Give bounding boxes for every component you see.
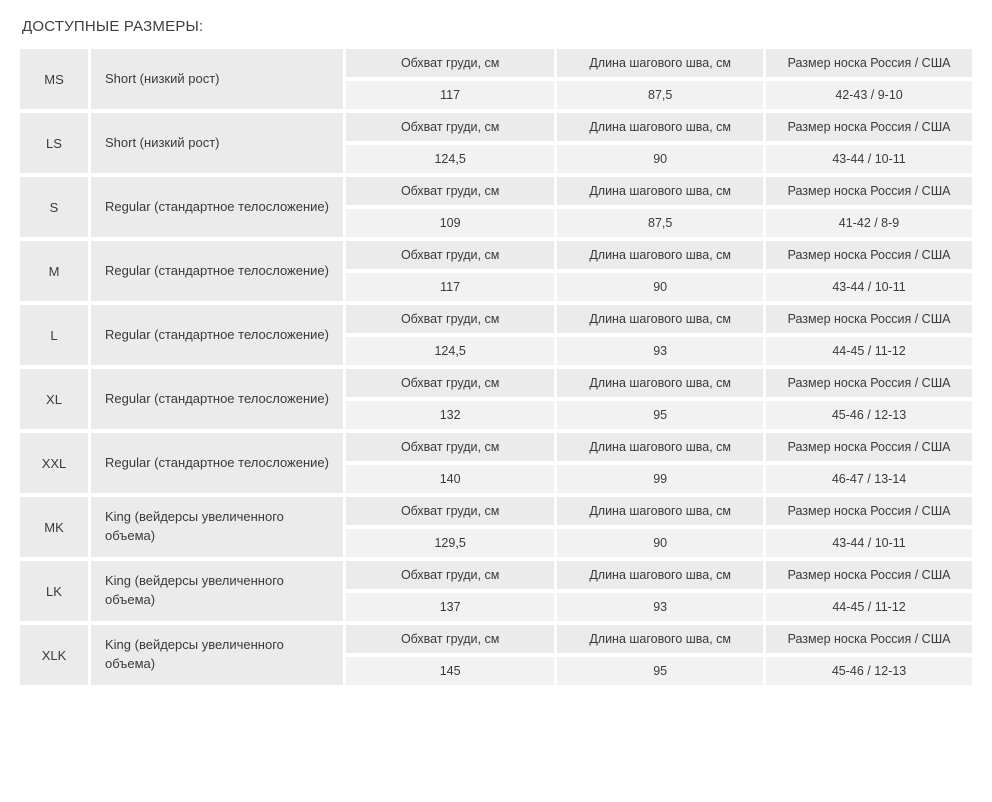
inseam-value: 87,5 — [556, 207, 765, 237]
inseam-header: Длина шагового шва, см — [556, 177, 765, 207]
measures-table — [346, 241, 972, 301]
size-code-cell: LS — [20, 111, 90, 175]
page-title: ДОСТУПНЫЕ РАЗМЕРЫ: — [22, 18, 204, 35]
size-fit-cell: King (вейдерсы увеличенного объема) — [90, 559, 345, 623]
measures-header-row — [346, 305, 972, 335]
inseam-value: 90 — [556, 271, 765, 301]
inseam-value: 87,5 — [556, 79, 765, 109]
measures-header-row — [346, 369, 972, 399]
boot-header: Размер носка Россия / США — [765, 113, 972, 143]
size-code-cell: MK — [20, 495, 90, 559]
size-fit-cell: Regular (стандартное телосложение) — [90, 175, 345, 239]
boot-value: 44-45 / 11-12 — [765, 335, 972, 365]
chest-value: 132 — [346, 399, 556, 429]
inseam-header: Длина шагового шва, см — [556, 561, 765, 591]
size-code-cell: S — [20, 175, 90, 239]
table-row — [20, 495, 972, 559]
boot-header: Размер носка Россия / США — [765, 177, 972, 207]
chest-value: 117 — [346, 79, 556, 109]
size-measures-cell — [345, 49, 973, 111]
boot-value: 43-44 / 10-11 — [765, 271, 972, 301]
boot-header: Размер носка Россия / США — [765, 625, 972, 655]
measures-value-row — [346, 527, 972, 557]
measures-header-row — [346, 561, 972, 591]
boot-header: Размер носка Россия / США — [765, 305, 972, 335]
table-row — [20, 111, 972, 175]
measures-header-row — [346, 241, 972, 271]
inseam-value: 93 — [556, 335, 765, 365]
inseam-value: 95 — [556, 655, 765, 685]
inseam-header: Длина шагового шва, см — [556, 49, 765, 79]
chest-value: 140 — [346, 463, 556, 493]
measures-header-row — [346, 497, 972, 527]
measures-value-row — [346, 655, 972, 685]
size-fit-cell: King (вейдерсы увеличенного объема) — [90, 623, 345, 687]
chest-value: 124,5 — [346, 143, 556, 173]
chest-value: 145 — [346, 655, 556, 685]
table-row — [20, 623, 972, 687]
measures-table — [346, 113, 972, 173]
inseam-header: Длина шагового шва, см — [556, 241, 765, 271]
chest-header: Обхват груди, см — [346, 433, 556, 463]
chest-value: 137 — [346, 591, 556, 621]
boot-value: 42-43 / 9-10 — [765, 79, 972, 109]
chest-value: 117 — [346, 271, 556, 301]
chest-header: Обхват груди, см — [346, 113, 556, 143]
inseam-header: Длина шагового шва, см — [556, 305, 765, 335]
size-measures-cell — [345, 431, 973, 495]
table-row — [20, 559, 972, 623]
inseam-value: 90 — [556, 527, 765, 557]
measures-value-row — [346, 335, 972, 365]
chest-value: 129,5 — [346, 527, 556, 557]
measures-value-row — [346, 79, 972, 109]
size-measures-cell — [345, 111, 973, 175]
boot-value: 46-47 / 13-14 — [765, 463, 972, 493]
boot-header: Размер носка Россия / США — [765, 369, 972, 399]
measures-header-row — [346, 177, 972, 207]
size-fit-cell: Short (низкий рост) — [90, 49, 345, 111]
size-fit-cell: King (вейдерсы увеличенного объема) — [90, 495, 345, 559]
chest-header: Обхват груди, см — [346, 177, 556, 207]
boot-value: 41-42 / 8-9 — [765, 207, 972, 237]
measures-table — [346, 625, 972, 685]
measures-table — [346, 369, 972, 429]
inseam-value: 95 — [556, 399, 765, 429]
size-code-cell: XL — [20, 367, 90, 431]
size-code-cell: XXL — [20, 431, 90, 495]
inseam-header: Длина шагового шва, см — [556, 497, 765, 527]
size-code-cell: MS — [20, 49, 90, 111]
boot-header: Размер носка Россия / США — [765, 561, 972, 591]
measures-value-row — [346, 463, 972, 493]
available-sizes-table — [20, 49, 972, 689]
size-fit-cell: Regular (стандартное телосложение) — [90, 367, 345, 431]
size-fit-cell: Regular (стандартное телосложение) — [90, 431, 345, 495]
size-fit-cell: Short (низкий рост) — [90, 111, 345, 175]
measures-table — [346, 177, 972, 237]
measures-header-row — [346, 433, 972, 463]
table-row — [20, 431, 972, 495]
size-fit-cell: Regular (стандартное телосложение) — [90, 303, 345, 367]
measures-table — [346, 497, 972, 557]
measures-value-row — [346, 271, 972, 301]
size-code-cell: LK — [20, 559, 90, 623]
inseam-header: Длина шагового шва, см — [556, 369, 765, 399]
size-table-body — [20, 49, 972, 687]
measures-header-row — [346, 49, 972, 79]
chest-header: Обхват груди, см — [346, 561, 556, 591]
measures-value-row — [346, 399, 972, 429]
inseam-header: Длина шагового шва, см — [556, 113, 765, 143]
measures-value-row — [346, 591, 972, 621]
boot-header: Размер носка Россия / США — [765, 433, 972, 463]
measures-table — [346, 433, 972, 493]
inseam-value: 99 — [556, 463, 765, 493]
measures-value-row — [346, 207, 972, 237]
measures-value-row — [346, 143, 972, 173]
chest-value: 124,5 — [346, 335, 556, 365]
boot-value: 45-46 / 12-13 — [765, 399, 972, 429]
chest-header: Обхват груди, см — [346, 497, 556, 527]
table-row — [20, 239, 972, 303]
table-row — [20, 367, 972, 431]
inseam-header: Длина шагового шва, см — [556, 433, 765, 463]
table-row — [20, 49, 972, 111]
measures-header-row — [346, 113, 972, 143]
boot-value: 43-44 / 10-11 — [765, 527, 972, 557]
inseam-value: 90 — [556, 143, 765, 173]
boot-header: Размер носка Россия / США — [765, 241, 972, 271]
size-measures-cell — [345, 239, 973, 303]
chest-value: 109 — [346, 207, 556, 237]
size-measures-cell — [345, 559, 973, 623]
measures-table — [346, 561, 972, 621]
chest-header: Обхват груди, см — [346, 241, 556, 271]
chest-header: Обхват груди, см — [346, 49, 556, 79]
size-fit-cell: Regular (стандартное телосложение) — [90, 239, 345, 303]
table-row — [20, 303, 972, 367]
size-code-cell: M — [20, 239, 90, 303]
size-measures-cell — [345, 367, 973, 431]
size-measures-cell — [345, 623, 973, 687]
chest-header: Обхват груди, см — [346, 625, 556, 655]
measures-header-row — [346, 625, 972, 655]
inseam-value: 93 — [556, 591, 765, 621]
boot-header: Размер носка Россия / США — [765, 49, 972, 79]
size-measures-cell — [345, 175, 973, 239]
chest-header: Обхват груди, см — [346, 369, 556, 399]
measures-table — [346, 305, 972, 365]
size-measures-cell — [345, 495, 973, 559]
inseam-header: Длина шагового шва, см — [556, 625, 765, 655]
size-measures-cell — [345, 303, 973, 367]
size-code-cell: XLK — [20, 623, 90, 687]
table-row — [20, 175, 972, 239]
boot-header: Размер носка Россия / США — [765, 497, 972, 527]
size-code-cell: L — [20, 303, 90, 367]
measures-table — [346, 49, 972, 109]
boot-value: 45-46 / 12-13 — [765, 655, 972, 685]
boot-value: 44-45 / 11-12 — [765, 591, 972, 621]
boot-value: 43-44 / 10-11 — [765, 143, 972, 173]
chest-header: Обхват груди, см — [346, 305, 556, 335]
